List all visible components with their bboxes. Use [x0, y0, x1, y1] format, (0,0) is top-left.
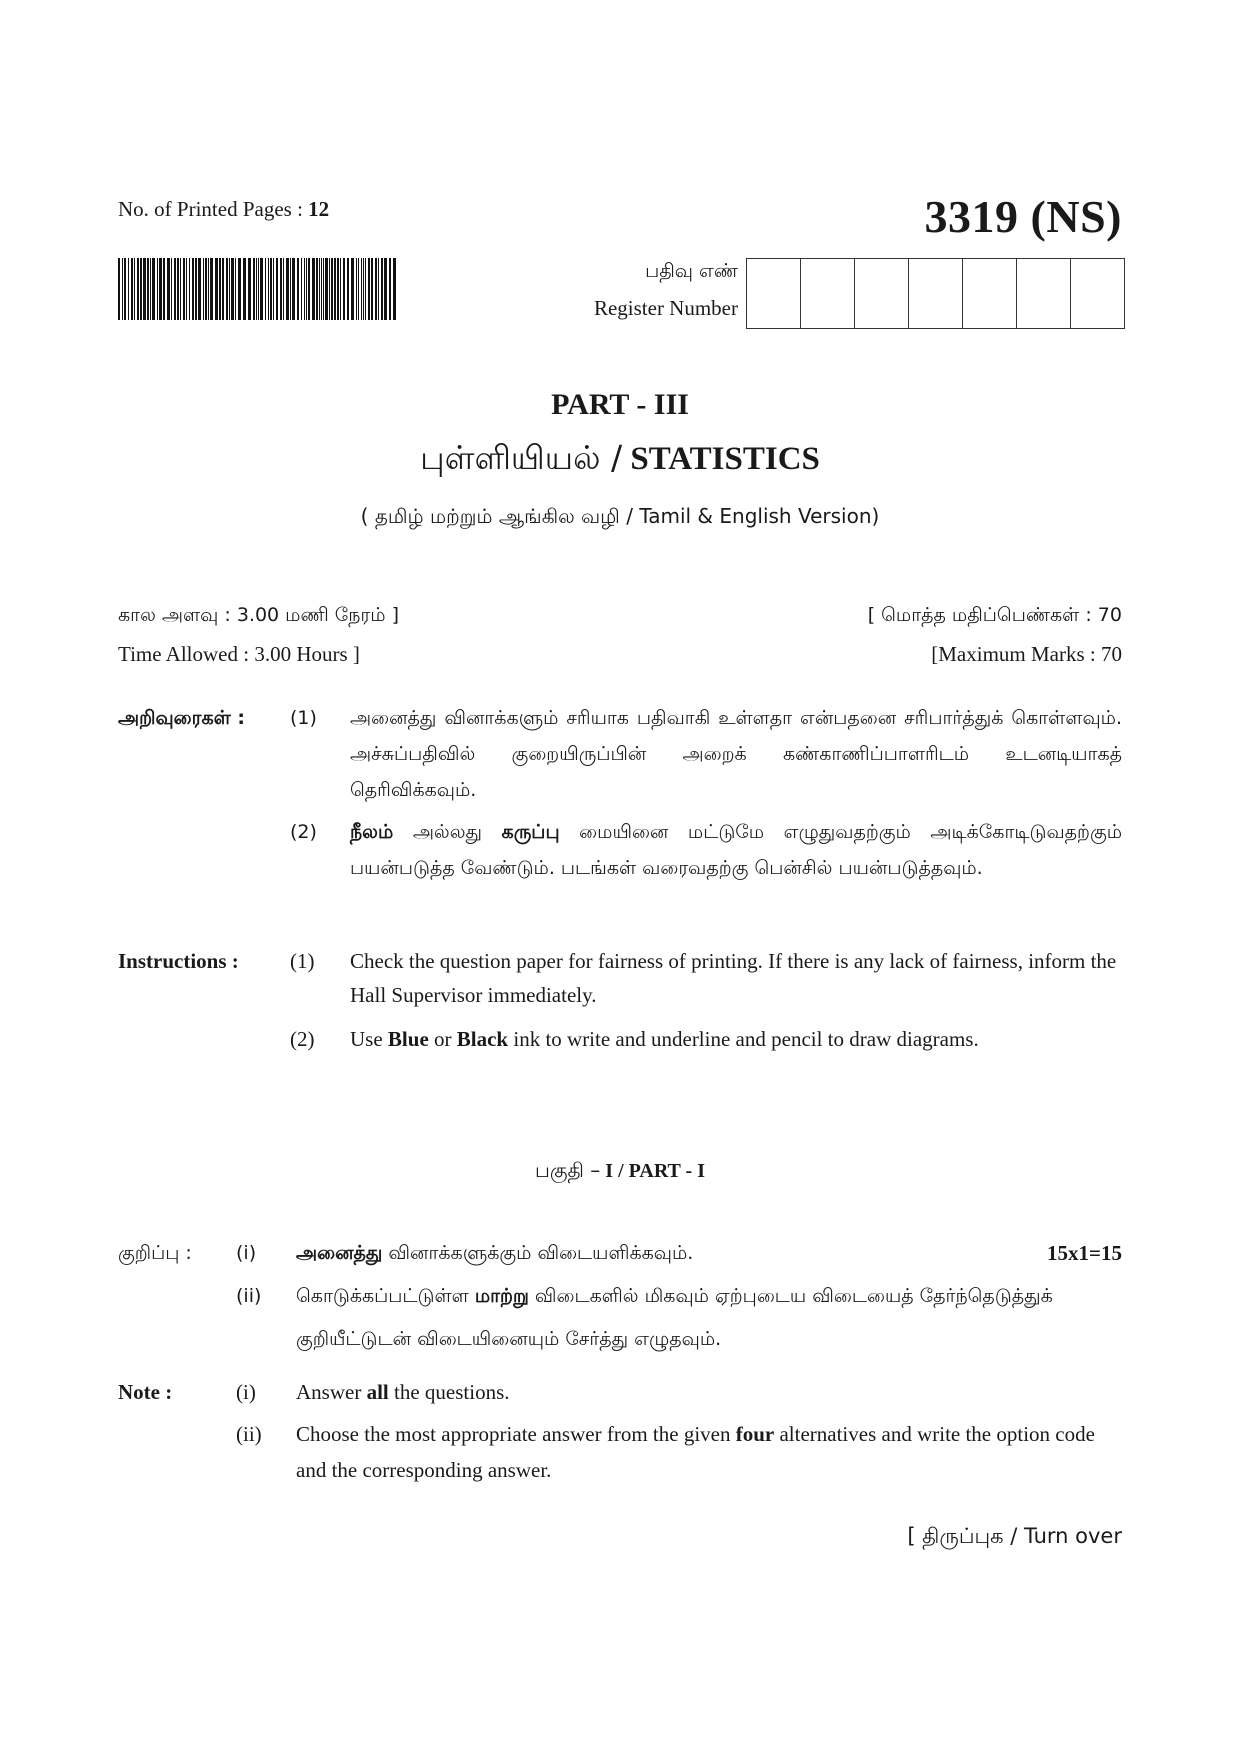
emphasis: Blue: [387, 1027, 429, 1051]
register-digit-box[interactable]: [909, 259, 963, 328]
register-label-english: Register Number: [593, 296, 738, 320]
part-one-english: I / PART - I: [605, 1160, 705, 1182]
item-number: (i): [236, 1242, 257, 1264]
barcode-bar: [331, 258, 333, 320]
barcode-bar: [260, 258, 263, 320]
instruction-item: [118, 1022, 1122, 1056]
item-text: அனைத்து வினாக்களுக்கும் விடையளிக்கவும்.: [296, 1242, 694, 1264]
barcode-bar: [325, 258, 328, 320]
barcode-bar: [222, 258, 224, 320]
barcode-bar: [329, 258, 330, 320]
barcode-bar: [159, 258, 162, 320]
barcode-bar: [273, 258, 274, 320]
register-digit-box[interactable]: [1071, 259, 1124, 328]
barcode-bar: [343, 258, 345, 320]
barcode-bar: [393, 258, 396, 320]
instructions-label-english: Instructions :: [118, 949, 239, 973]
barcode-bar: [256, 258, 257, 320]
barcode-bar: [208, 258, 209, 320]
barcode-bar: [301, 258, 302, 320]
note-label-tamil: குறிப்பு :: [118, 1242, 192, 1264]
item-text: கொடுக்கப்பட்டுள்ள மாற்று விடைகளில் மிகவும் ஏற்புடைய விடையைத் தேர்ந்தெடுத்துக் குறியீட்டுடன் விடையினையும் சேர்த்து எழுதவும்.: [296, 1285, 1053, 1350]
register-digit-box[interactable]: [747, 259, 801, 328]
barcode-bar: [147, 258, 149, 320]
barcode-bar: [226, 258, 228, 320]
barcode-bar: [124, 258, 126, 320]
barcode-bar: [248, 258, 251, 320]
barcode-bar: [381, 258, 383, 320]
barcode-bar: [238, 258, 241, 320]
printed-pages-value: 12: [308, 197, 330, 221]
instructions-tamil: [118, 700, 1122, 886]
emphasis: கருப்பு: [501, 821, 560, 843]
barcode-bar: [306, 258, 307, 320]
barcode-bar: [167, 258, 170, 320]
barcode-bar: [198, 258, 201, 320]
barcode-bar: [174, 258, 176, 320]
barcode-bar: [205, 258, 207, 320]
barcode-bar: [316, 258, 318, 320]
turn-over: [ திருப்புக / Turn over: [907, 1524, 1122, 1548]
time-allowed-tamil: கால அளவு : 3.00 மணி நேரம் ]: [118, 604, 399, 626]
register-label-tamil: பதிவு எண்: [645, 260, 738, 282]
barcode-image: [118, 258, 400, 320]
instructions-label-tamil: அறிவுரைகள் :: [118, 707, 245, 729]
barcode-bar: [312, 258, 315, 320]
barcode-bar: [292, 258, 295, 320]
barcode-bar: [334, 258, 336, 320]
barcode-bar: [143, 258, 146, 320]
barcode-bar: [361, 258, 362, 320]
barcode-bar: [231, 258, 234, 320]
barcode-bar: [235, 258, 236, 320]
barcode-bar: [351, 258, 354, 320]
note-item: [118, 1232, 1122, 1275]
paper-code: 3319 (NS): [924, 191, 1122, 242]
barcode-bar: [229, 258, 230, 320]
note-item: [118, 1374, 1122, 1410]
barcode-bar: [286, 258, 289, 320]
marks-scheme: 15x1=15: [1047, 1241, 1122, 1265]
register-digit-box[interactable]: [801, 259, 855, 328]
barcode-bar: [363, 258, 364, 320]
note-item: [118, 1275, 1122, 1361]
barcode-bar: [384, 258, 387, 320]
barcode-bar: [276, 258, 278, 320]
barcode-bar: [195, 258, 197, 320]
register-digit-box[interactable]: [855, 259, 909, 328]
barcode-bar: [323, 258, 324, 320]
barcode-bar: [183, 258, 185, 320]
barcode-bar: [347, 258, 349, 320]
barcode-bar: [177, 258, 179, 320]
barcode-bar: [290, 258, 291, 320]
register-digit-box[interactable]: [963, 259, 1017, 328]
barcode-bar: [337, 258, 339, 320]
barcode-bar: [118, 258, 120, 320]
item-text: Check the question paper for fairness of printing. If there is any lack of fairness, inform the Hall Supervisor immediately.: [350, 949, 1117, 1007]
printed-pages: [118, 197, 329, 222]
item-number: (1): [290, 707, 317, 729]
item-text: Use Blue or Black ink to write and underline and pencil to draw diagrams.: [350, 1027, 979, 1051]
printed-pages-label: No. of Printed Pages :: [118, 197, 303, 221]
barcode-bar: [243, 258, 246, 320]
barcode-bar: [203, 258, 204, 320]
barcode-bar: [378, 258, 379, 320]
barcode-bar: [321, 258, 322, 320]
barcode-bar: [308, 258, 310, 320]
barcode-bar: [192, 258, 194, 320]
item-number: (2): [290, 1027, 315, 1051]
register-digit-box[interactable]: [1017, 259, 1071, 328]
barcode-bar: [368, 258, 370, 320]
part-one-heading: [0, 1158, 1240, 1185]
barcode-bar: [389, 258, 391, 320]
barcode-bar: [140, 258, 142, 320]
instruction-item: [118, 700, 1122, 808]
note-english: [118, 1374, 1122, 1488]
item-number: (ii): [236, 1285, 262, 1307]
barcode-bar: [215, 258, 218, 320]
barcode-bar: [152, 258, 155, 320]
subject-tamil: புள்ளியியல் /: [420, 438, 623, 477]
item-text: அனைத்து வினாக்களும் சரியாக பதிவாகி உள்ளதா என்பதனை சரிபார்த்துக் கொள்ளவும். அச்சுப்பதிவில் குறையிருப்பின் அறைக் கண்காணிப்பாளரிடம் உடனடியாகத் தெரிவிக்கவும்.: [350, 707, 1122, 801]
instruction-item: [118, 814, 1122, 886]
subject-title: [0, 438, 1240, 482]
barcode-bar: [189, 258, 190, 320]
barcode-bar: [268, 258, 269, 320]
part-one-tamil: பகுதி –: [535, 1158, 601, 1182]
barcode-bar: [163, 258, 165, 320]
barcode-bar: [365, 258, 366, 320]
barcode-bar: [186, 258, 187, 320]
time-allowed-english: Time Allowed : 3.00 Hours ]: [118, 642, 360, 666]
barcode-bar: [180, 258, 181, 320]
barcode-bar: [297, 258, 299, 320]
item-number: (1): [290, 949, 315, 973]
barcode-bar: [128, 258, 129, 320]
item-number: (ii): [236, 1422, 262, 1446]
barcode-bar: [253, 258, 255, 320]
item-text: நீலம் அல்லது கருப்பு மையினை மட்டுமே எழுதுவதற்கும் அடிக்கோடிடுவதற்கும் பயன்படுத்த வேண்டும். படங்கள் வரைவதற்கு பென்சில் பயன்படுத்தவும்.: [350, 821, 1123, 879]
item-text: Choose the most appropriate answer from the given four alternatives and write the option code and the corresponding answer.: [296, 1422, 1095, 1482]
barcode-bar: [283, 258, 284, 320]
max-marks-tamil: [ மொத்த மதிப்பெண்கள் : 70: [867, 604, 1122, 626]
barcode-bar: [371, 258, 373, 320]
register-number-boxes: [746, 258, 1125, 329]
emphasis: four: [735, 1422, 775, 1446]
barcode-bar: [258, 258, 259, 320]
instructions-english: [118, 944, 1122, 1056]
note-tamil: [118, 1232, 1122, 1361]
barcode-bar: [265, 258, 266, 320]
barcode-bar: [150, 258, 151, 320]
barcode-bar: [157, 258, 158, 320]
barcode-bar: [375, 258, 377, 320]
barcode-bar: [137, 258, 139, 320]
max-marks-english: [Maximum Marks : 70: [931, 642, 1122, 666]
note-item: [118, 1416, 1122, 1488]
item-number: (i): [236, 1380, 256, 1404]
barcode-bar: [356, 258, 357, 320]
emphasis: all: [366, 1380, 389, 1404]
subject-english: STATISTICS: [630, 441, 820, 477]
part-heading: PART - III: [551, 388, 689, 421]
barcode-bar: [219, 258, 221, 320]
emphasis: Black: [456, 1027, 509, 1051]
barcode-bar: [340, 258, 341, 320]
barcode-bar: [122, 258, 123, 320]
instruction-item: [118, 944, 1122, 1012]
barcode-bar: [171, 258, 172, 320]
emphasis: நீலம்: [350, 821, 394, 843]
emphasis: அனைத்து: [296, 1242, 383, 1264]
barcode-bar: [131, 258, 133, 320]
version-line: ( தமிழ் மற்றும் ஆங்கில வழி / Tamil & English Version): [360, 504, 880, 528]
barcode-bar: [270, 258, 272, 320]
barcode-bar: [134, 258, 135, 320]
emphasis: மாற்று: [474, 1285, 529, 1307]
item-text: Answer all the questions.: [296, 1380, 510, 1404]
barcode-bar: [210, 258, 213, 320]
barcode-bar: [304, 258, 305, 320]
note-label-english: Note :: [118, 1380, 173, 1404]
barcode-bar: [358, 258, 359, 320]
item-number: (2): [290, 821, 317, 843]
barcode-bar: [319, 258, 320, 320]
barcode-bar: [280, 258, 282, 320]
